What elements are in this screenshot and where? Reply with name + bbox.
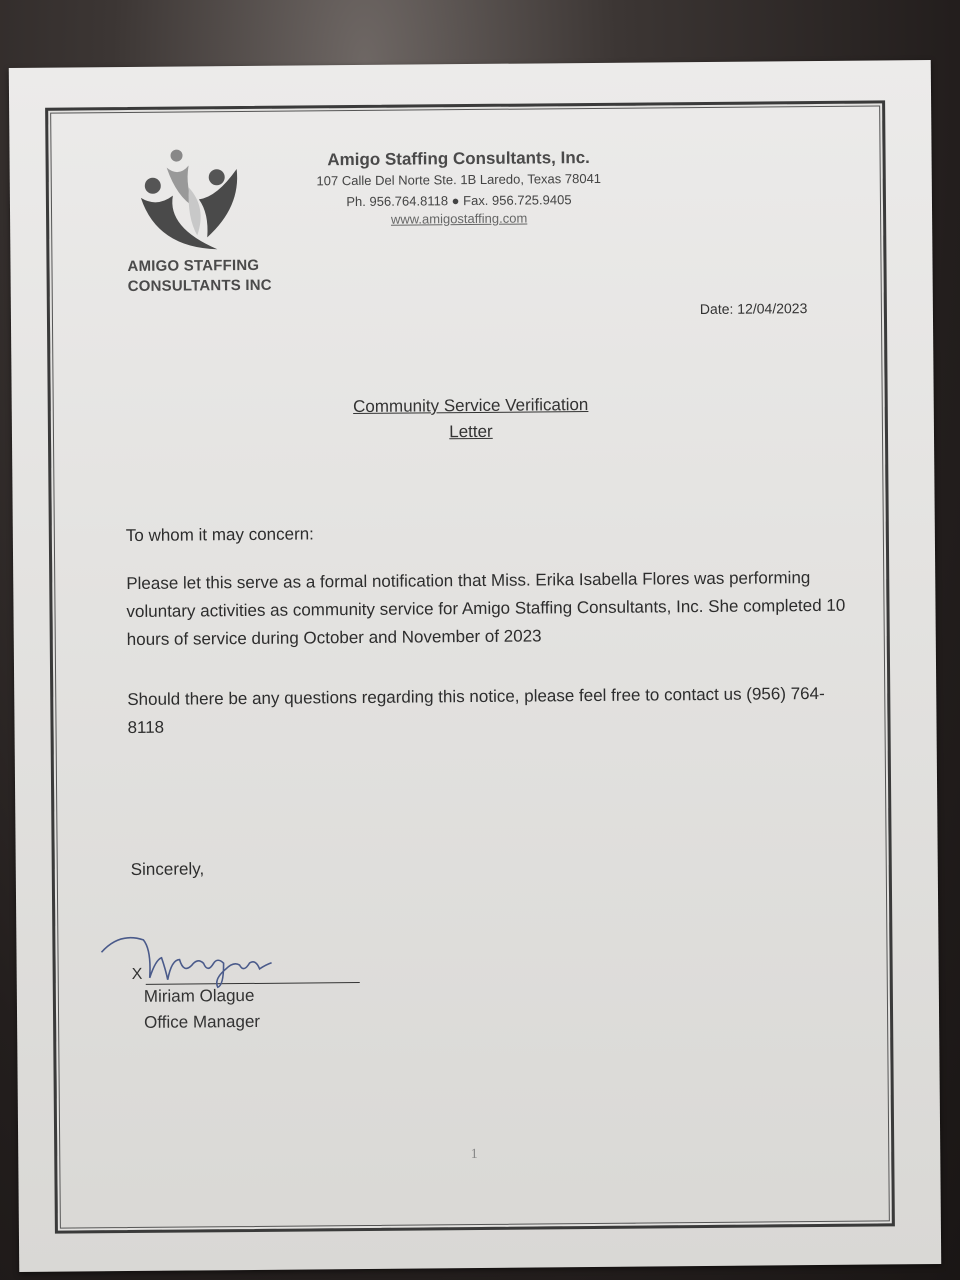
letter-title [311, 392, 631, 447]
company-address: 107 Calle Del Norte Ste. 1B Laredo, Texas 78041 [316, 170, 602, 189]
letterhead [278, 148, 639, 228]
title-line-2: Letter [449, 421, 493, 442]
salutation: To whom it may concern: [125, 524, 314, 546]
signature-block [99, 928, 380, 990]
body-paragraph-2: Should there be any questions regarding this notice, please feel free to contact us (956) 764-8118 [127, 683, 825, 738]
company-website-link[interactable]: www.amigostaffing.com [390, 210, 528, 227]
closing: Sincerely, [130, 859, 205, 880]
signer-title: Office Manager [144, 1011, 261, 1032]
title-line-1: Community Service Verification [353, 395, 589, 417]
company-logo [126, 147, 277, 297]
page-number: 1 [470, 1146, 478, 1163]
logo-text: AMIGO STAFFING CONSULTANTS INC [127, 256, 272, 296]
company-phone-fax: Ph. 956.764.8118 ● Fax. 956.725.9405 [346, 192, 572, 210]
people-logo-icon [136, 147, 247, 253]
company-name: Amigo Staffing Consultants, Inc. [327, 147, 590, 170]
signature-x-mark: X [131, 965, 143, 984]
signer-name: Miriam Olague [143, 985, 255, 1006]
signer-info [144, 983, 260, 1036]
letter-paper [9, 60, 941, 1272]
letter-body [126, 516, 848, 762]
body-paragraph-1: Please let this serve as a formal notification that Miss. Erika Isabella Flores was performing voluntary activities as community service for Amigo Staffing Consultants, Inc. She completed 10 hours of service during October and November of 2023 [126, 568, 846, 650]
page-border [45, 100, 895, 1233]
letter-date: Date: 12/04/2023 [699, 300, 808, 318]
handwritten-signature [99, 928, 320, 990]
